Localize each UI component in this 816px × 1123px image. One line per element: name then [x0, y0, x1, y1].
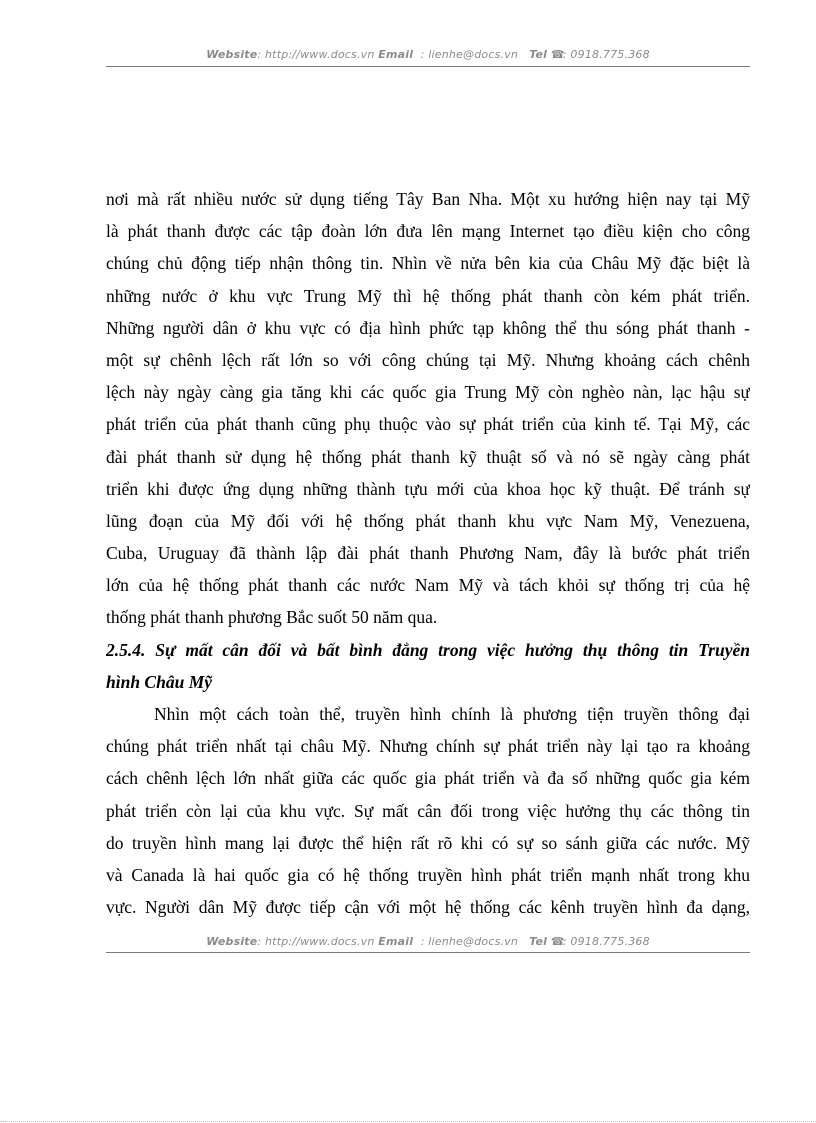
page-header — [106, 48, 750, 61]
text-line: chúng phát triển nhất tại châu Mỹ. Nhưng chính sự phát triển này lại tạo ra khoảng — [106, 736, 750, 757]
text-line: những nước ở khu vực Trung Mỹ thì hệ thống phát thanh còn kém phát triển. — [106, 285, 750, 306]
header-tel-value: : 0918.775.368 — [562, 48, 650, 61]
text-line: thống phát thanh phương Bắc suốt 50 năm qua. — [106, 607, 438, 628]
text-line: triển khi được ứng dụng những thành tựu mới của khoa học kỹ thuật. Để tránh sự — [106, 478, 750, 499]
header-tel-label: Tel — [529, 48, 548, 61]
document-body — [106, 183, 750, 923]
text-line: vực. Người dân Mỹ được tiếp cận với một hệ thống các kênh truyền hình đa dạng, — [106, 897, 750, 918]
page-footer — [106, 935, 750, 948]
text-line: Nhìn một cách toàn thể, truyền hình chính là phương tiện truyền thông đại — [154, 704, 750, 724]
text-line: đài phát thanh sử dụng hệ thống phát thanh kỹ thuật số và nó sẽ ngày càng phát — [106, 446, 750, 467]
text-line: cách chênh lệch lớn nhất giữa các quốc gia phát triển và đa số những quốc gia kém — [106, 768, 750, 789]
text-line: lớn của hệ thống phát thanh các nước Nam Mỹ và tách khỏi sự thống trị của hệ — [106, 575, 750, 596]
header-email-label: Email — [378, 48, 414, 61]
header-rule — [106, 66, 750, 67]
header-website-label: Website — [206, 48, 258, 61]
footer-website-value: : http://www.docs.vn — [257, 935, 375, 948]
heading-line: hình Châu Mỹ — [106, 671, 213, 692]
text-line: phát triển còn lại của khu vực. Sự mất cân đối trong việc hưởng thụ các thông tin — [106, 800, 750, 821]
text-line: Những người dân ở khu vực có địa hình phức tạp không thể thu sóng phát thanh - — [106, 317, 750, 338]
text-line: lũng đoạn của Mỹ đối với hệ thống phát thanh khu vực Nam Mỹ, Venezuena, — [106, 510, 750, 531]
phone-icon: ☎ — [550, 935, 565, 948]
text-line: và Canada là hai quốc gia có hệ thống truyền hình phát triển mạnh nhất trong khu — [106, 864, 750, 885]
header-email-value: : lienhe@docs.vn — [420, 48, 519, 61]
text-line: phát triển của phát thanh cũng phụ thuộc vào sự phát triển của kinh tế. Tại Mỹ, các — [106, 414, 750, 435]
text-line: lệch này ngày càng gia tăng khi các quốc gia Trung Mỹ còn nghèo nàn, lạc hậu sự — [106, 382, 750, 403]
text-line: nơi mà rất nhiều nước sử dụng tiếng Tây Ban Nha. Một xu hướng hiện nay tại Mỹ — [106, 189, 750, 209]
footer-tel-label: Tel — [529, 935, 548, 948]
footer-tel-value: : 0918.775.368 — [562, 935, 650, 948]
footer-rule — [106, 952, 750, 953]
text-line: chúng chủ động tiếp nhận thông tin. Nhìn về nửa bên kia của Châu Mỹ đặc biệt là — [106, 253, 750, 274]
footer-email-value: : lienhe@docs.vn — [420, 935, 519, 948]
text-line: một sự chênh lệch rất lớn so với công chúng tại Mỹ. Nhưng khoảng cách chênh — [106, 349, 750, 370]
phone-icon: ☎ — [550, 48, 565, 61]
paragraph-1 — [106, 183, 750, 634]
heading-line: 2.5.4. Sự mất cân đối và bất bình đẳng trong việc hưởng thụ thông tin Truyền — [106, 639, 750, 660]
text-line: Cuba, Uruguay đã thành lập đài phát thanh Phương Nam, đây là bước phát triển — [106, 543, 750, 564]
text-line: do truyền hình mang lại được thể hiện rất rõ khi có sự so sánh giữa các nước. Mỹ — [106, 832, 750, 853]
paragraph-2 — [106, 698, 750, 923]
text-line: là phát thanh được các tập đoàn lớn đưa lên mạng Internet tạo điều kiện cho công — [106, 221, 750, 242]
header-website-value: : http://www.docs.vn — [257, 48, 375, 61]
section-heading — [106, 634, 750, 698]
footer-email-label: Email — [378, 935, 414, 948]
footer-website-label: Website — [206, 935, 258, 948]
page-bottom-divider — [0, 1121, 816, 1122]
